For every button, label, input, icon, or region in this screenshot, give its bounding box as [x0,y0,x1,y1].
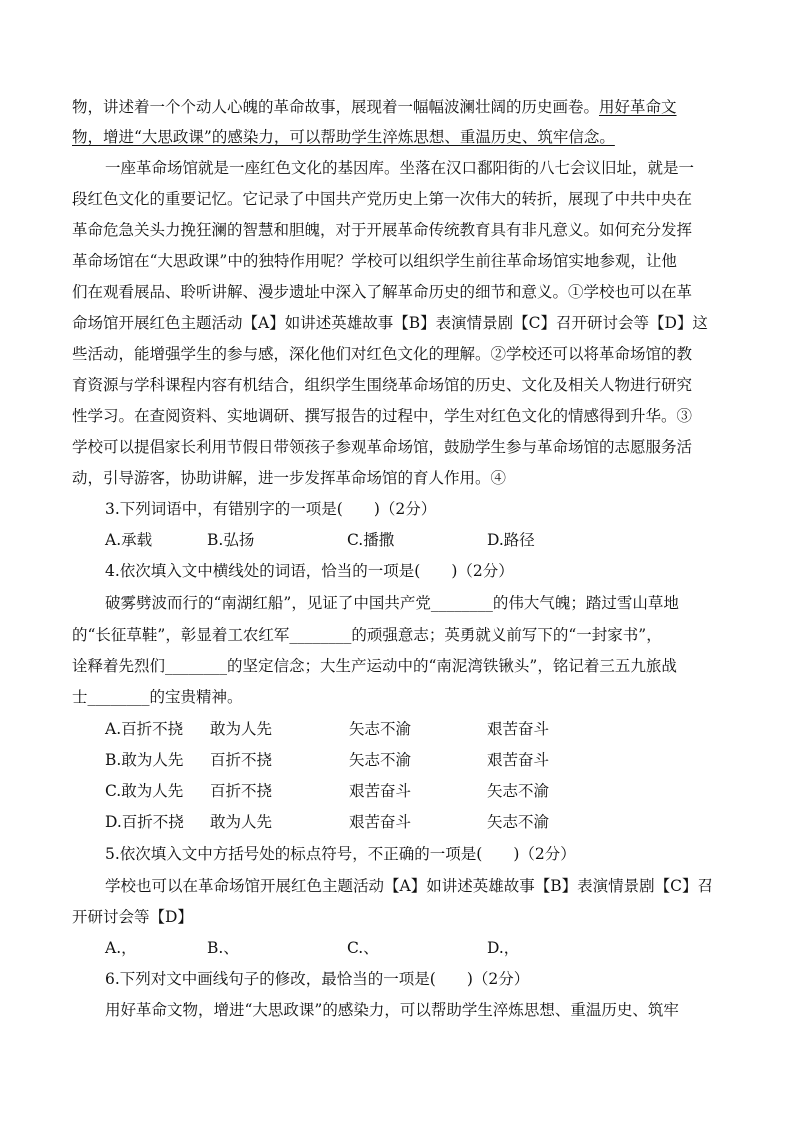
q4-option-d-word: 敢为人先 [210,813,273,831]
q4-option-c-label: C.敢为人先 [105,782,184,800]
q4-option-d-label: D.百折不挠 [105,813,184,831]
q4-passage-line: 士________的宝贵精神。 [72,688,243,706]
q5-option-c: C.、 [347,939,379,957]
passage-line: 些活动，能增强学生的参与感，深化他们对红色文化的理解。②学校还可以将革命场馆的教 [72,345,693,363]
question-4-stem: 4.依次填入文中横线处的词语，恰当的一项是( )（2分） [105,562,514,580]
q4-option-a-word: 矢志不渝 [349,720,412,738]
passage-line: 革命危急关头力挽狂澜的智慧和胆魄，对于开展革命传统教育具有非凡意义。如何充分发挥 [72,221,693,239]
q5-passage-line: 开研讨会等【D】 [72,908,193,926]
q3-option-a: A.承载 [105,531,153,549]
q4-option-a-label: A.百折不挠 [105,720,184,738]
passage-line [72,97,677,117]
q4-option-d-word: 矢志不渝 [487,813,550,831]
passage-line: 们在观看展品、聆听讲解、漫步遗址中深入了解革命历史的细节和意义。①学校也可以在革 [72,283,693,301]
q4-option-b-word: 矢志不渝 [349,751,412,769]
q4-option-b-label: B.敢为人先 [105,751,184,769]
q4-option-a-word: 艰苦奋斗 [487,720,550,738]
q4-option-d-word: 艰苦奋斗 [349,813,412,831]
q4-option-b-word: 艰苦奋斗 [487,751,550,769]
q5-passage-line: 学校也可以在革命场馆开展红色主题活动【A】如讲述英雄故事【B】表演情景剧【C】召 [105,877,713,895]
passage-line: 命场馆开展红色主题活动【A】如讲述英雄故事【B】表演情景剧【C】召开研讨会等【D】这 [72,314,708,332]
q4-option-c-word: 艰苦奋斗 [349,782,412,800]
q6-passage-line: 用好革命文物，增进“大思政课”的感染力，可以帮助学生淬炼思想、重温历史、筑牢 [105,1001,679,1019]
question-5-stem: 5.依次填入文中方括号处的标点符号，不正确的一项是( )（2分） [105,845,576,863]
q5-option-a: A.， [105,939,137,957]
q4-passage-line: 的“长征草鞋”，彰显着工农红军________的顽强意志；英勇就义前写下的“一封家书”， [72,626,662,644]
passage-line [72,127,615,147]
q3-option-b: B.弘扬 [207,531,255,549]
underlined-sentence: 用好革命文 [599,98,677,116]
q3-option-d: D.路径 [487,531,535,549]
passage-line: 育资源与学科课程内容有机结合，组织学生围绕革命场馆的历史、文化及相关人物进行研究 [72,376,693,394]
passage-line: 动，引导游客，协助讲解，进一步发挥革命场馆的育人作用。④ [72,469,507,487]
q4-passage-line: 破雾劈波而行的“南湖红船”，见证了中国共产党________的伟大气魄；踏过雪山草地 [105,594,679,612]
passage-line: 学校可以提倡家长利用节假日带领孩子参观革命场馆，鼓励学生参与革命场馆的志愿服务活 [72,438,693,456]
q4-option-c-word: 百折不挠 [210,782,273,800]
q4-passage-line: 诠释着先烈们________的坚定信念；大生产运动中的“南泥湾铁锹头”，铭记着三五九旅战 [72,657,677,675]
q4-option-a-word: 敢为人先 [210,720,273,738]
passage-line: 革命场馆在“大思政课”中的独特作用呢？学校可以组织学生前往革命场馆实地参观，让他 [72,252,677,270]
question-6-stem: 6.下列对文中画线句子的修改，最恰当的一项是( )（2分） [105,970,530,988]
q5-option-b: B.、 [207,939,239,957]
question-3-stem: 3.下列词语中，有错别字的一项是( )（2分） [105,500,437,518]
q4-option-b-word: 百折不挠 [210,751,273,769]
q5-option-d: D.， [487,939,520,957]
passage-text: 物，讲述着一个个动人心魄的革命故事，展现着一幅幅波澜壮阔的历史画卷。 [72,98,600,116]
q4-option-c-word: 矢志不渝 [487,782,550,800]
q3-option-c: C.播撒 [347,531,395,549]
passage-line: 性学习。在查阅资料、实地调研、撰写报告的过程中，学生对红色文化的情感得到升华。③ [72,407,693,425]
passage-line: 段红色文化的重要记忆。它记录了中国共产党历史上第一次伟大的转折，展现了中共中央在 [72,190,693,208]
passage-line: 一座革命场馆就是一座红色文化的基因库。坐落在汉口鄱阳街的八七会议旧址，就是一 [105,159,695,177]
underlined-sentence: 物，增进“大思政课”的感染力，可以帮助学生淬炼思想、重温历史、筑牢信念。 [72,128,615,146]
